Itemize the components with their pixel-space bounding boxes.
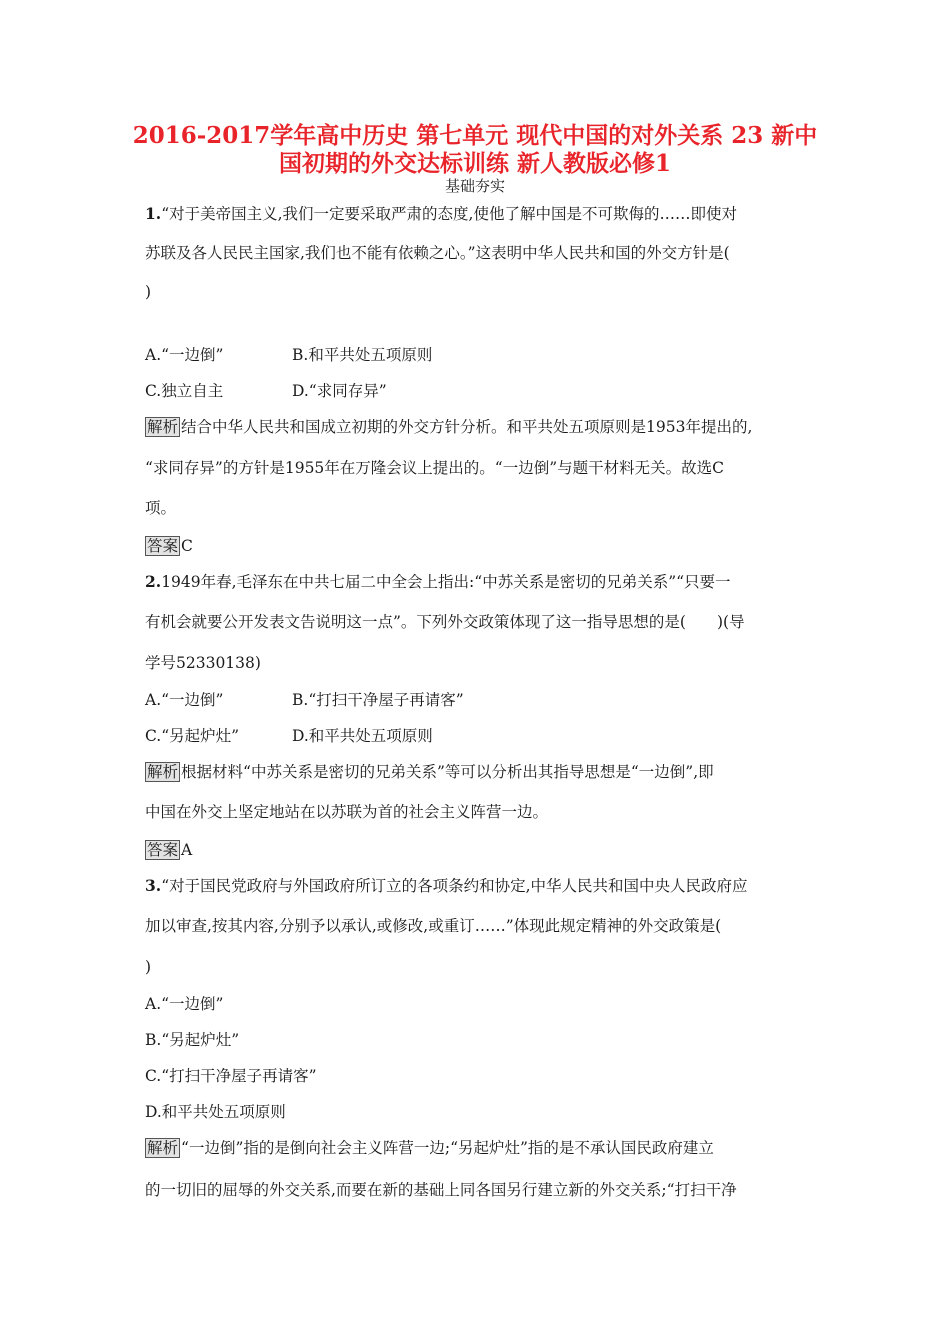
q3-analysis-line-1 — [145, 1138, 813, 1158]
q2-stem-line-3: 学号52330138) — [145, 654, 261, 672]
q2-text-1: 1949年春,毛泽东在中共七届二中全会上指出:“中苏关系是密切的兄弟关系”“只要一 — [161, 573, 731, 591]
q2-option-c: C.“另起炉灶” — [145, 727, 240, 745]
q2-stem-line-2: 有机会就要公开发表文告说明这一点”。下列外交政策体现了这一指导思想的是( )(导 — [145, 613, 745, 631]
q3-stem-line-3: ) — [145, 958, 152, 976]
q3-stem-line-1 — [145, 876, 813, 896]
q2-analysis-tag: 解析 — [147, 763, 179, 781]
q2-answer-line — [145, 840, 813, 860]
q1-stem-line-1 — [145, 204, 813, 224]
q1-text-1: “对于美帝国主义,我们一定要采取严肃的态度,使他了解中国是不可欺侮的……即使对 — [161, 205, 737, 223]
q1-stem-line-2: 苏联及各人民民主国家,我们也不能有依赖之心。”这表明中华人民共和国的外交方针是( — [145, 244, 730, 262]
q3-option-b: B.“另起炉灶” — [145, 1031, 240, 1049]
q1-option-b: B.和平共处五项原则 — [292, 346, 433, 364]
q3-analysis-line-2: 的一切旧的屈辱的外交关系,而要在新的基础上同各国另行建立新的外交关系;“打扫干净 — [145, 1181, 737, 1199]
q2-options-row-1 — [145, 690, 813, 710]
document-title — [120, 122, 830, 178]
q2-answer: A — [181, 841, 193, 859]
q1-answer-tag: 答案 — [147, 537, 179, 555]
q2-option-a: A.“一边倒” — [145, 691, 224, 709]
q1-analysis-tag: 解析 — [147, 418, 179, 436]
title-line-2: 国初期的外交达标训练 新人教版必修1 — [278, 150, 671, 177]
q2-option-b: B.“打扫干净屋子再请客” — [292, 691, 464, 709]
q3-stem-line-2: 加以审查,按其内容,分别予以承认,或修改,或重订……”体现此规定精神的外交政策是( — [145, 917, 722, 935]
q3-option-a: A.“一边倒” — [145, 995, 224, 1013]
q2-analysis-line-1 — [145, 762, 813, 782]
q3-number: 3. — [145, 876, 162, 895]
q1-option-c: C.独立自主 — [145, 382, 224, 400]
q1-answer-line — [145, 536, 813, 556]
q1-answer: C — [181, 537, 193, 555]
q1-option-d: D.“求同存异” — [292, 382, 387, 400]
q3-text-1: “对于国民党政府与外国政府所订立的各项条约和协定,中华人民共和国中央人民政府应 — [161, 877, 748, 895]
q2-stem-line-1 — [145, 572, 813, 592]
q1-analysis-line-2: “求同存异”的方针是1955年在万隆会议上提出的。“一边倒”与题干材料无关。故选C — [145, 459, 725, 477]
title-line-1: 2016-2017学年高中历史 第七单元 现代中国的对外关系 23 新中 — [132, 122, 818, 149]
q3-analysis-tag: 解析 — [147, 1139, 179, 1157]
q3-option-c: C.“打扫干净屋子再请客” — [145, 1067, 317, 1085]
q2-number: 2. — [145, 572, 162, 591]
q2-analysis-text-1: 根据材料“中苏关系是密切的兄弟关系”等可以分析出其指导思想是“一边倒”,即 — [181, 763, 714, 781]
q1-analysis-line-3: 项。 — [145, 499, 177, 517]
q2-options-row-2 — [145, 726, 813, 746]
q1-options-row-2 — [145, 381, 813, 401]
q3-option-d: D.和平共处五项原则 — [145, 1103, 286, 1121]
q2-option-d: D.和平共处五项原则 — [292, 727, 433, 745]
q1-option-a: A.“一边倒” — [145, 346, 224, 364]
q1-analysis-line-1 — [145, 417, 813, 437]
q1-stem-line-3: ) — [145, 283, 152, 301]
q2-analysis-line-2: 中国在外交上坚定地站在以苏联为首的社会主义阵营一边。 — [145, 803, 549, 821]
q1-number: 1. — [145, 204, 162, 223]
q1-analysis-text-1: 结合中华人民共和国成立初期的外交方针分析。和平共处五项原则是1953年提出的, — [181, 418, 753, 436]
q3-analysis-text-1: “一边倒”指的是倒向社会主义阵营一边;“另起炉灶”指的是不承认国民政府建立 — [181, 1139, 714, 1157]
q1-options-row-1 — [145, 345, 813, 365]
section-subtitle: 基础夯实 — [444, 177, 505, 195]
q2-answer-tag: 答案 — [147, 841, 179, 859]
